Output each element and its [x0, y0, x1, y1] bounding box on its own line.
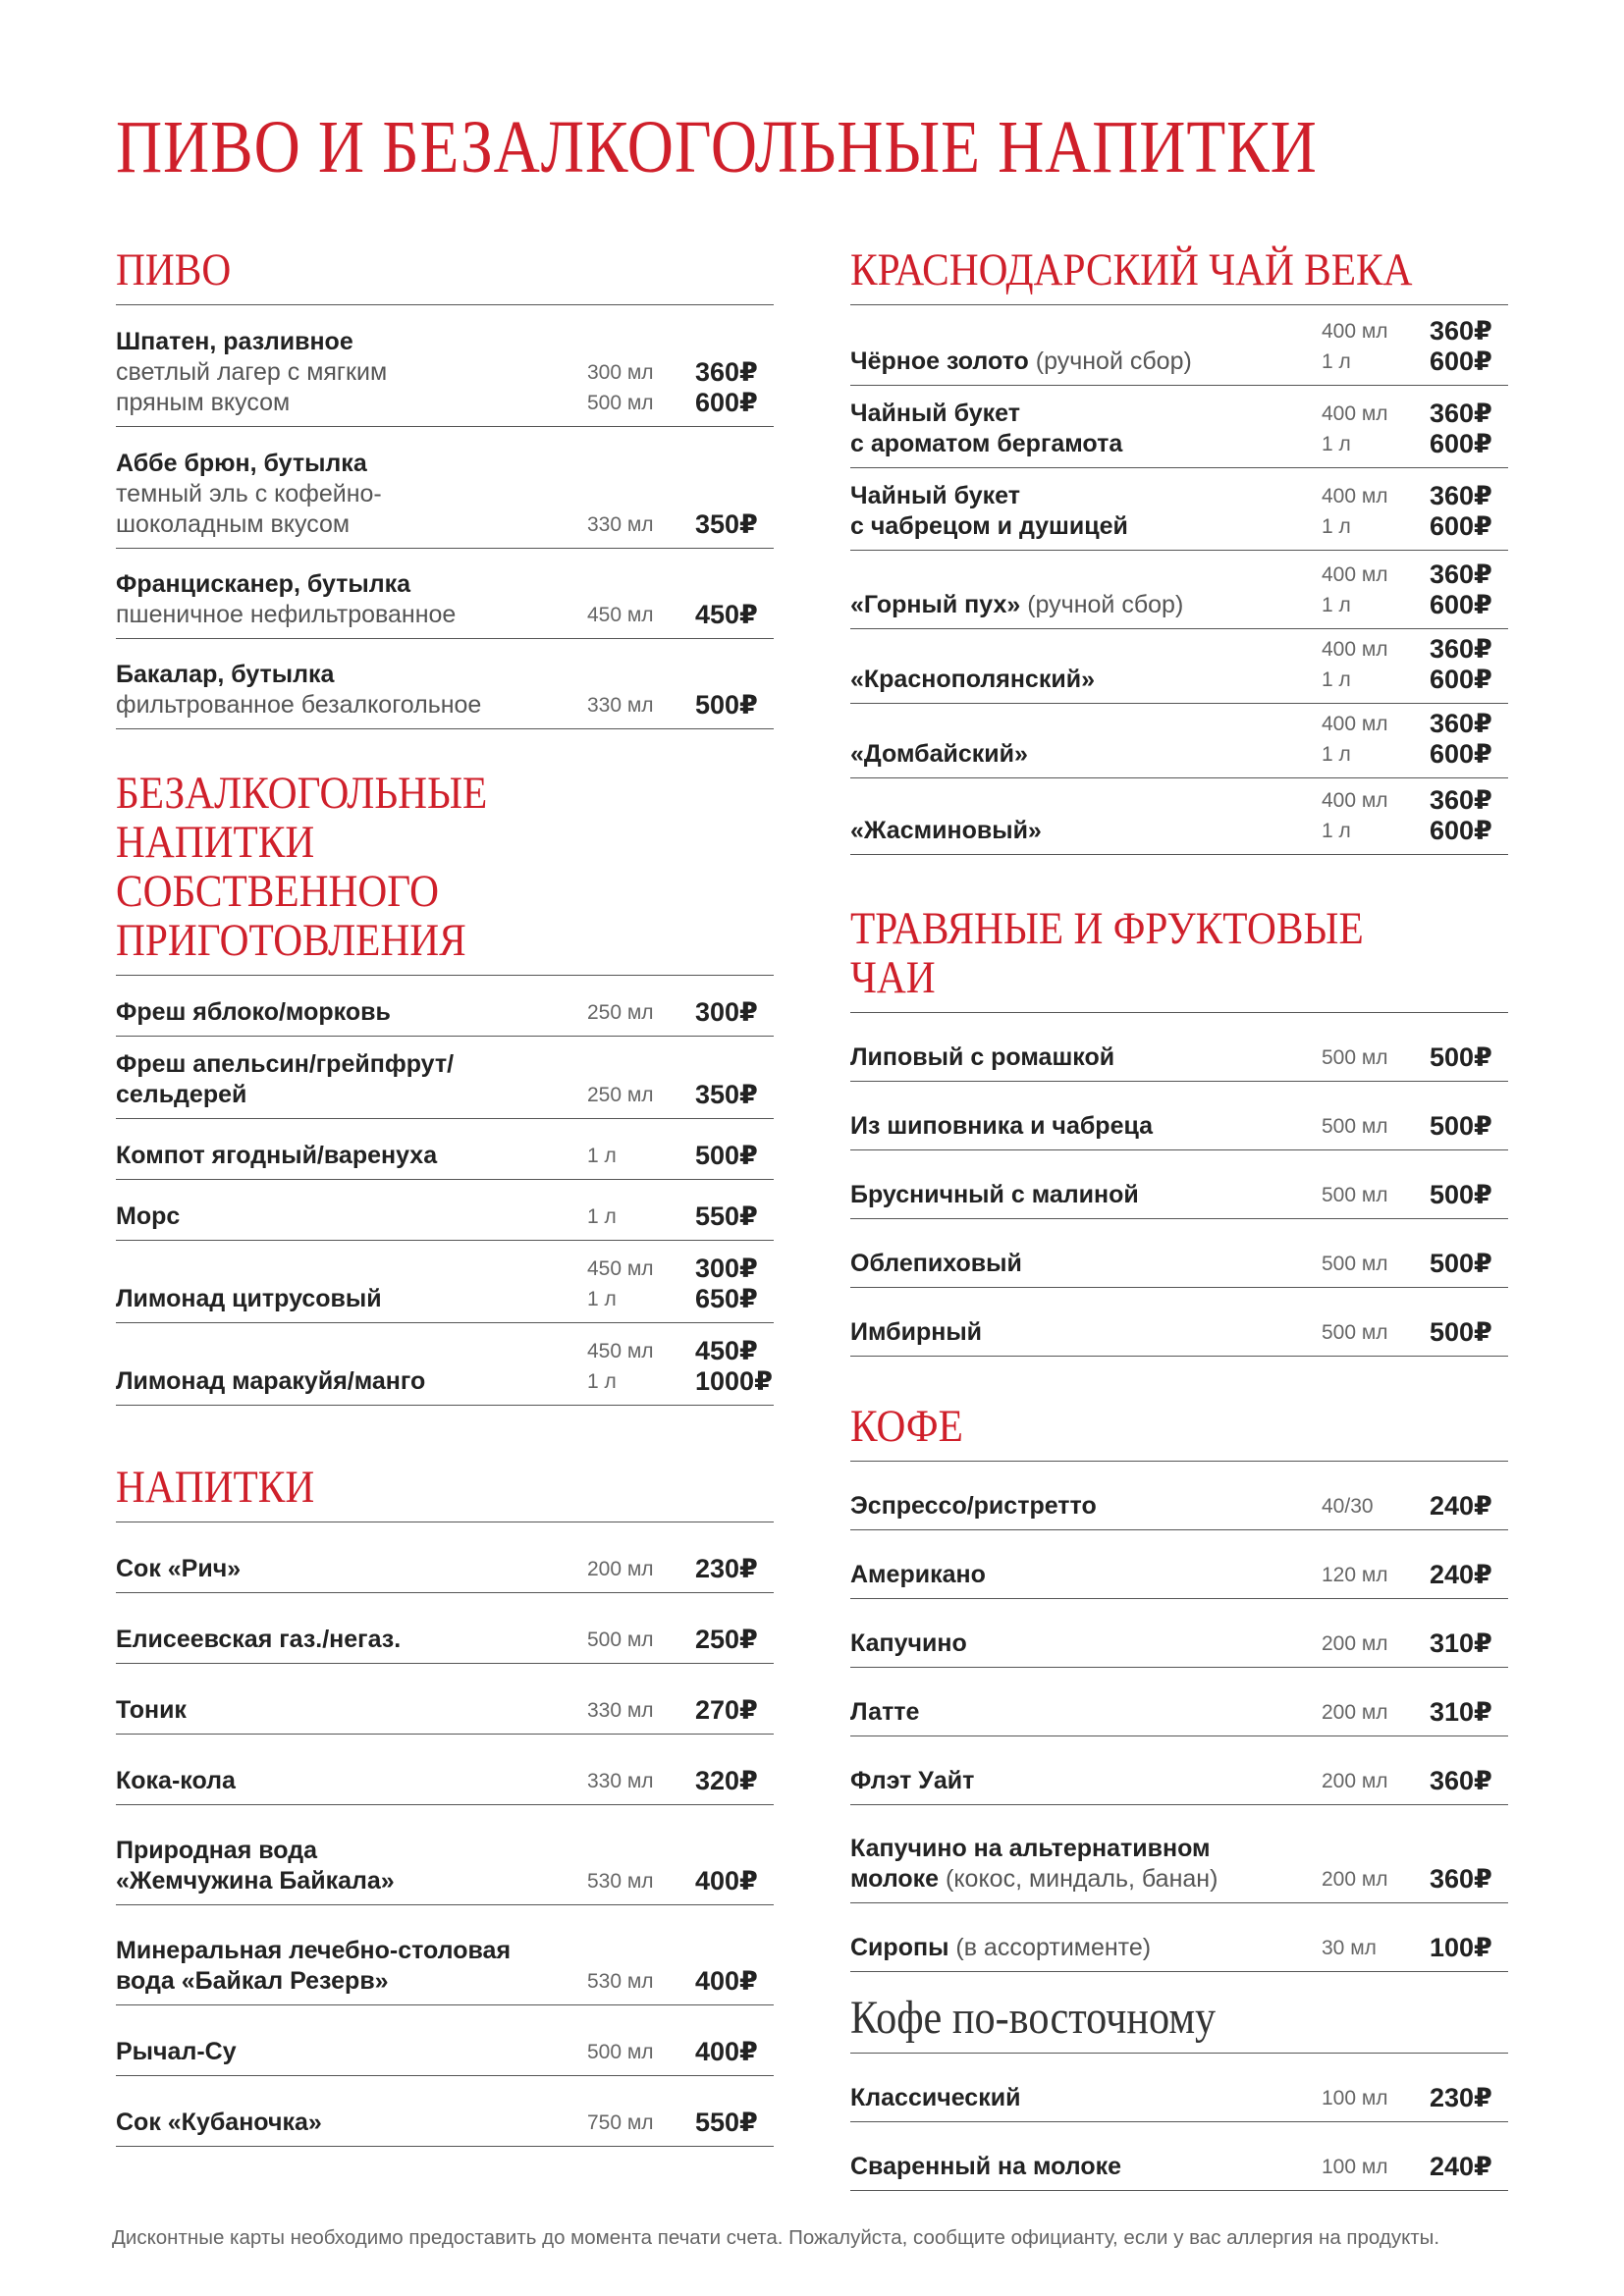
tea-section — [850, 245, 1508, 855]
item-volume: 1 л — [587, 1145, 617, 1167]
menu-item — [116, 1180, 774, 1241]
footer-note: Дисконтные карты необходимо предоставить до момента печати счета. Пожалуйста, сообщите официанту, если у вас аллергия на продукты. — [112, 2226, 1440, 2249]
page-title: ПИВО И БЕЗАЛКОГОЛЬНЫЕ НАПИТКИ — [116, 106, 1318, 188]
item-volume: 200 мл — [587, 1558, 654, 1580]
item-description: шоколадным вкусом — [116, 510, 351, 538]
item-price: 600₽ — [1430, 429, 1492, 458]
item-price: 360₽ — [1430, 481, 1492, 510]
item-name: «Жемчужина Байкала» — [116, 1867, 395, 1895]
item-name: Сок «Рич» — [116, 1555, 242, 1582]
item-note: (ручной сбор) — [1035, 347, 1192, 375]
drinks-section — [116, 1463, 774, 2147]
item-volume: 1 л — [587, 1288, 617, 1310]
section-title-coffee: КОФЕ — [850, 1402, 1508, 1462]
item-volume: 200 мл — [1322, 1701, 1388, 1724]
menu-item — [850, 1219, 1508, 1288]
item-volume: 1 л — [1322, 594, 1351, 616]
item-name: Компот ягодный/варенуха — [116, 1142, 438, 1169]
menu-item — [116, 1522, 774, 1593]
item-volume: 400 мл — [1322, 789, 1388, 812]
item-volume: 1 л — [587, 1370, 617, 1393]
item-name: «Жасминовый» — [850, 817, 1042, 844]
item-name: «Краснополянский» — [850, 666, 1095, 693]
item-name: сельдерей — [116, 1081, 247, 1108]
section-title-oriental-coffee: Кофе по-восточному — [850, 1994, 1508, 2054]
item-price: 350₽ — [695, 509, 758, 539]
item-name: Чайный букет — [850, 482, 1020, 509]
item-description: светлый лагер с мягким — [116, 358, 388, 386]
item-price: 600₽ — [1430, 816, 1492, 845]
item-price: 300₽ — [695, 997, 758, 1027]
item-volume: 40/30 — [1322, 1495, 1374, 1518]
item-volume: 1 л — [1322, 820, 1351, 842]
item-name: Аббе брюн, бутылка — [116, 450, 367, 477]
menu-item — [850, 1150, 1508, 1219]
menu-item — [116, 427, 774, 549]
left-column — [116, 245, 774, 2147]
item-volume: 400 мл — [1322, 713, 1388, 735]
menu-item — [850, 1668, 1508, 1736]
item-volume: 1 л — [1322, 743, 1351, 766]
item-name: Капучино на альтернативном — [850, 1835, 1211, 1862]
item-name: «Домбайский» — [850, 740, 1028, 768]
menu-item — [850, 1736, 1508, 1805]
item-volume: 500 мл — [1322, 1321, 1388, 1344]
menu-item — [850, 1082, 1508, 1150]
item-price: 360₽ — [1430, 1766, 1492, 1795]
item-name: Францисканер, бутылка — [116, 570, 411, 598]
item-volume: 500 мл — [587, 392, 654, 414]
item-volume: 530 мл — [587, 1870, 654, 1893]
item-price: 300₽ — [695, 1254, 758, 1283]
item-volume: 530 мл — [587, 1970, 654, 1993]
menu-item — [850, 778, 1508, 855]
item-name: вода «Байкал Резерв» — [116, 1967, 389, 1995]
item-name: Бакалар, бутылка — [116, 661, 335, 688]
item-name: Кока-кола — [116, 1767, 236, 1794]
item-price: 360₽ — [1430, 1864, 1492, 1894]
item-volume: 450 мл — [587, 604, 654, 626]
oriental-coffee-section — [850, 1994, 1508, 2191]
item-name: Лимонад цитрусовый — [116, 1285, 382, 1312]
item-price: 450₽ — [695, 600, 758, 629]
item-name: «Горный пух» — [850, 591, 1021, 618]
menu-item — [116, 305, 774, 427]
item-volume: 500 мл — [1322, 1046, 1388, 1069]
item-volume: 500 мл — [587, 1629, 654, 1651]
item-description: фильтрованное безалкогольное — [116, 691, 482, 719]
item-volume: 500 мл — [1322, 1115, 1388, 1138]
menu-item — [116, 1119, 774, 1180]
item-price: 230₽ — [1430, 2083, 1492, 2112]
item-price: 310₽ — [1430, 1697, 1492, 1727]
item-price: 600₽ — [1430, 511, 1492, 541]
item-name: Капучино — [850, 1629, 967, 1657]
item-price: 240₽ — [1430, 1491, 1492, 1521]
item-price: 550₽ — [695, 2108, 758, 2137]
item-name: Тоник — [116, 1696, 187, 1724]
section-title-drinks: НАПИТКИ — [116, 1463, 774, 1522]
menu-item — [850, 1903, 1508, 1972]
menu-item — [850, 305, 1508, 386]
menu-item — [116, 2076, 774, 2147]
menu-item — [850, 1013, 1508, 1082]
menu-item — [116, 1323, 774, 1406]
menu-item — [116, 639, 774, 729]
item-name: Американо — [850, 1561, 986, 1588]
item-price: 600₽ — [1430, 590, 1492, 619]
item-price: 500₽ — [1430, 1180, 1492, 1209]
item-volume: 330 мл — [587, 694, 654, 717]
item-volume: 400 мл — [1322, 320, 1388, 343]
item-price: 500₽ — [695, 1141, 758, 1170]
menu-item — [850, 1805, 1508, 1903]
item-price: 360₽ — [695, 357, 758, 387]
beer-section — [116, 245, 774, 729]
menu-item — [116, 1805, 774, 1905]
menu-item — [116, 549, 774, 639]
item-volume: 400 мл — [1322, 563, 1388, 586]
item-price: 360₽ — [1430, 709, 1492, 738]
item-name: Елисеевская газ./негаз. — [116, 1626, 402, 1653]
item-note: (кокос, миндаль, банан) — [946, 1865, 1218, 1893]
item-volume: 250 мл — [587, 1001, 654, 1024]
item-name: Рычал-Су — [116, 2038, 237, 2065]
item-name: Шпатен, разливное — [116, 328, 353, 355]
item-price: 360₽ — [1430, 560, 1492, 589]
item-name: Фреш яблоко/морковь — [116, 998, 391, 1026]
menu-item — [116, 1664, 774, 1735]
menu-item — [116, 2005, 774, 2076]
section-title-tea: КРАСНОДАРСКИЙ ЧАЙ ВЕКА — [850, 245, 1508, 305]
coffee-section — [850, 1402, 1508, 1972]
herbal-tea-section — [850, 904, 1508, 1357]
item-price: 500₽ — [1430, 1111, 1492, 1141]
item-volume: 500 мл — [1322, 1253, 1388, 1275]
item-volume: 330 мл — [587, 1770, 654, 1792]
item-volume: 30 мл — [1322, 1937, 1377, 1959]
item-name: Чёрное золото — [850, 347, 1029, 375]
item-note: (ручной сбор) — [1027, 591, 1184, 618]
item-price: 600₽ — [1430, 347, 1492, 376]
item-volume: 1 л — [1322, 350, 1351, 373]
item-volume: 750 мл — [587, 2111, 654, 2134]
item-price: 600₽ — [1430, 665, 1492, 694]
item-price: 400₽ — [695, 2037, 758, 2066]
item-name: Облепиховый — [850, 1250, 1022, 1277]
menu-item — [116, 1241, 774, 1323]
item-price: 360₽ — [1430, 634, 1492, 664]
item-name: Лимонад маракуйя/манго — [116, 1367, 426, 1395]
section-title-soft-drinks: БЕЗАЛКОГОЛЬНЫЕ НАПИТКИ СОБСТВЕННОГО ПРИГОТОВЛЕНИЯ — [116, 769, 774, 976]
item-price: 500₽ — [1430, 1317, 1492, 1347]
menu-item — [850, 1599, 1508, 1668]
menu-item — [850, 2122, 1508, 2191]
item-price: 500₽ — [695, 690, 758, 720]
item-price: 230₽ — [695, 1554, 758, 1583]
soft-drinks-section — [116, 769, 774, 1406]
item-volume: 100 мл — [1322, 2156, 1388, 2178]
menu-item — [850, 1288, 1508, 1357]
item-volume: 400 мл — [1322, 402, 1388, 425]
item-name: Липовый с ромашкой — [850, 1043, 1115, 1071]
item-volume: 330 мл — [587, 513, 654, 536]
item-volume: 200 мл — [1322, 1770, 1388, 1792]
item-price: 250₽ — [695, 1625, 758, 1654]
item-price: 360₽ — [1430, 316, 1492, 346]
item-name: Латте — [850, 1698, 920, 1726]
item-price: 500₽ — [1430, 1042, 1492, 1072]
item-name: Природная вода — [116, 1837, 317, 1864]
item-price: 360₽ — [1430, 399, 1492, 428]
item-price: 240₽ — [1430, 2152, 1492, 2181]
menu-item — [850, 386, 1508, 468]
item-price: 360₽ — [1430, 785, 1492, 815]
item-volume: 200 мл — [1322, 1632, 1388, 1655]
item-volume: 120 мл — [1322, 1564, 1388, 1586]
item-name: с ароматом бергамота — [850, 430, 1123, 457]
item-price: 400₽ — [695, 1966, 758, 1996]
item-name: Имбирный — [850, 1318, 983, 1346]
menu-item — [116, 1037, 774, 1119]
right-column — [850, 245, 1508, 2191]
item-volume: 1 л — [587, 1205, 617, 1228]
item-note: (в ассортименте) — [955, 1934, 1152, 1961]
item-name: Чайный букет — [850, 400, 1020, 427]
item-name: молоке — [850, 1865, 940, 1893]
item-price: 1000₽ — [695, 1366, 773, 1396]
item-name: Минеральная лечебно-столовая — [116, 1937, 512, 1964]
item-price: 600₽ — [695, 388, 758, 417]
item-price: 320₽ — [695, 1766, 758, 1795]
item-volume: 100 мл — [1322, 2087, 1388, 2109]
item-volume: 450 мл — [587, 1340, 654, 1362]
item-price: 310₽ — [1430, 1629, 1492, 1658]
item-name: Морс — [116, 1202, 181, 1230]
item-price: 240₽ — [1430, 1560, 1492, 1589]
menu-item — [116, 976, 774, 1037]
menu-item — [850, 2054, 1508, 2122]
item-volume: 300 мл — [587, 361, 654, 384]
menu-item — [116, 1735, 774, 1805]
menu-item — [850, 1530, 1508, 1599]
menu-item — [116, 1905, 774, 2005]
item-price: 550₽ — [695, 1201, 758, 1231]
item-volume: 450 мл — [587, 1257, 654, 1280]
item-name: Флэт Уайт — [850, 1767, 975, 1794]
item-volume: 1 л — [1322, 433, 1351, 455]
item-volume: 200 мл — [1322, 1868, 1388, 1891]
menu-item — [850, 1462, 1508, 1530]
item-name: Сваренный на молоке — [850, 2153, 1122, 2180]
menu-item — [850, 468, 1508, 551]
item-volume: 400 мл — [1322, 485, 1388, 507]
item-volume: 330 мл — [587, 1699, 654, 1722]
item-description: темный эль с кофейно- — [116, 480, 382, 507]
item-volume: 1 л — [1322, 515, 1351, 538]
item-name: Эспрессо/ристретто — [850, 1492, 1097, 1520]
item-description: пшеничное нефильтрованное — [116, 601, 457, 628]
item-name: Фреш апельсин/грейпфрут/ — [116, 1050, 455, 1078]
item-price: 270₽ — [695, 1695, 758, 1725]
section-title-herbal-tea: ТРАВЯНЫЕ И ФРУКТОВЫЕ ЧАИ — [850, 904, 1508, 1013]
item-price: 600₽ — [1430, 739, 1492, 769]
menu-item — [850, 629, 1508, 704]
item-price: 500₽ — [1430, 1249, 1492, 1278]
item-price: 350₽ — [695, 1080, 758, 1109]
item-price: 400₽ — [695, 1866, 758, 1896]
item-volume: 500 мл — [1322, 1184, 1388, 1206]
item-price: 650₽ — [695, 1284, 758, 1313]
item-name: Классический — [850, 2084, 1021, 2111]
item-volume: 400 мл — [1322, 638, 1388, 661]
item-name: Сок «Кубаночка» — [116, 2109, 322, 2136]
item-description: пряным вкусом — [116, 389, 291, 416]
item-volume: 500 мл — [587, 2041, 654, 2063]
section-title-beer: ПИВО — [116, 245, 774, 305]
item-name: Сиропы — [850, 1934, 949, 1961]
item-price: 450₽ — [695, 1336, 758, 1365]
item-price: 100₽ — [1430, 1933, 1492, 1962]
menu-item — [850, 551, 1508, 629]
item-name: Из шиповника и чабреца — [850, 1112, 1154, 1140]
item-volume: 1 л — [1322, 668, 1351, 691]
menu-item — [850, 704, 1508, 778]
item-name: с чабрецом и душицей — [850, 512, 1128, 540]
item-name: Брусничный с малиной — [850, 1181, 1139, 1208]
menu-item — [116, 1593, 774, 1664]
item-volume: 250 мл — [587, 1084, 654, 1106]
